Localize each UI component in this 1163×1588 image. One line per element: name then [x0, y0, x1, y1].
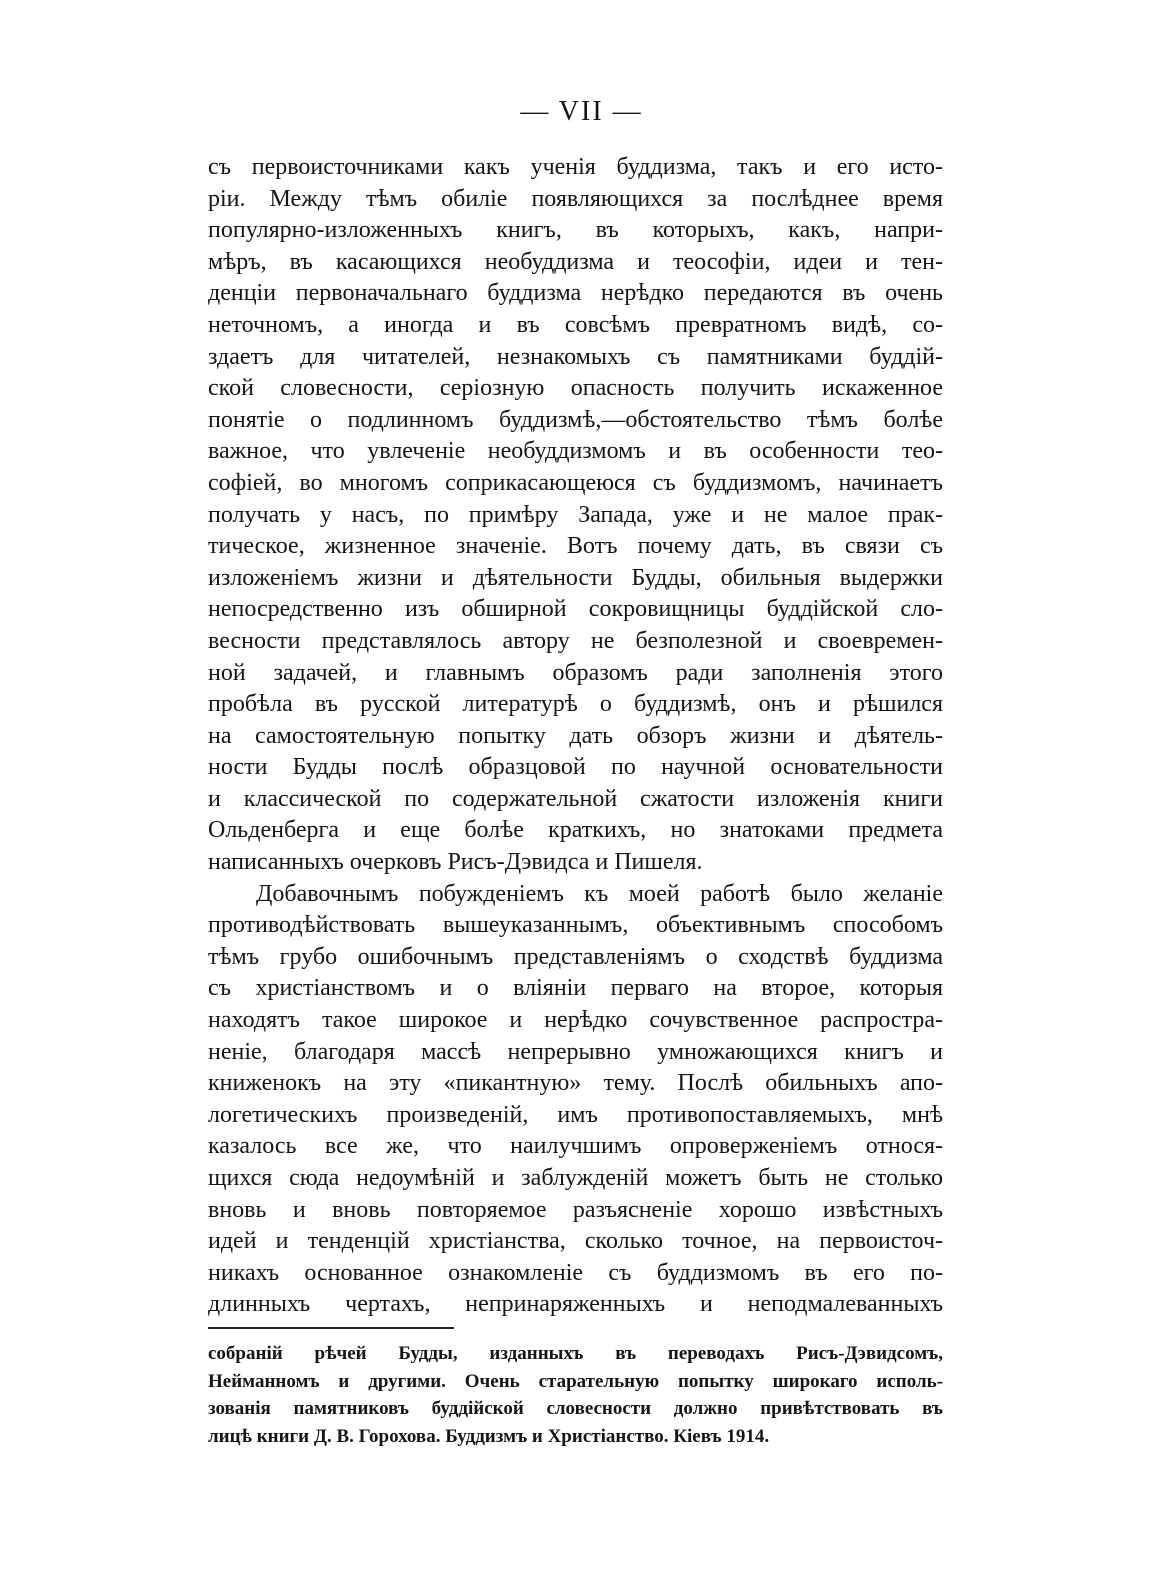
text-line: никахъ основанное ознакомленіе съ буддизмомъ въ его по-	[208, 1259, 943, 1286]
text-line: непосредственно изъ обширной сокровищницы буддійской сло-	[208, 596, 943, 623]
text-line: на самостоятельную попытку дать обзоръ жизни и дѣятель-	[208, 722, 943, 749]
text-line: популярно-изложенныхъ книгъ, въ которыхъ, какъ, напри-	[208, 217, 943, 244]
text-line: съ первоисточниками какъ ученія буддизма, такъ и его исто-	[208, 154, 943, 180]
main-text	[208, 152, 943, 1321]
page-number: — VII —	[520, 96, 643, 127]
text-line: ной задачей, и главнымъ образомъ ради заполненія этого	[208, 659, 943, 686]
text-line: весности представлялось автору не безполезной и своевремен-	[208, 627, 943, 654]
footnote-line: собраній рѣчей Будды, изданныхъ въ переводахъ Рисъ-Дэвидсомъ,	[208, 1343, 943, 1364]
text-line: Ольденберга и еще болѣе краткихъ, но знатоками предмета	[208, 817, 943, 844]
text-line: написанныхъ очерковъ Рисъ-Дэвидса и Пишеля.	[208, 849, 703, 876]
text-line: здаетъ для читателей, незнакомыхъ съ памятниками буддій-	[208, 343, 943, 370]
text-line: книженокъ на эту «пикантную» тему. Послѣ обильныхъ апо-	[208, 1070, 943, 1097]
text-line: мѣръ, въ касающихся необуддизма и теософіи, идеи и тен-	[208, 248, 943, 275]
footnote	[208, 1340, 943, 1450]
text-line: важное, что увлеченіе необуддизмомъ и въ особенности тео-	[208, 438, 943, 465]
footnote-line: Нейманномъ и другими. Очень старательную попытку широкаго исполь-	[208, 1370, 943, 1392]
text-line: находятъ такое широкое и нерѣдко сочувственное распростра-	[208, 1007, 943, 1034]
footnote-divider	[208, 1327, 454, 1329]
text-line: софіей, во многомъ соприкасающеюся съ буддизмомъ, начинаетъ	[208, 469, 943, 496]
text-line: щихся сюда недоумѣній и заблужденій можетъ быть не столько	[208, 1165, 943, 1191]
text-line: казалось все же, что наилучшимъ опроверженіемъ относя-	[208, 1133, 943, 1160]
text-line: тѣмъ грубо ошибочнымъ представленіямъ о сходствѣ буддизма	[208, 943, 943, 970]
text-line: и классической по содержательной сжатости изложенія книги	[208, 785, 943, 812]
text-line: вновь и вновь повторяемое разъясненіе хорошо извѣстныхъ	[208, 1196, 943, 1223]
text-line: пробѣла въ русской литературѣ о буддизмѣ, онъ и рѣшился	[208, 691, 943, 718]
text-line: противодѣйствовать вышеуказаннымъ, объективнымъ способомъ	[208, 912, 943, 939]
text-line: ріи. Между тѣмъ обиліе появляющихся за послѣднее время	[208, 185, 943, 212]
text-line: ской словесности, серіозную опасность получить искаженное	[208, 375, 943, 402]
text-line: Добавочнымъ побужденіемъ къ моей работѣ было желаніе	[256, 880, 943, 907]
text-line: ности Будды послѣ образцовой по научной основательности	[208, 754, 943, 781]
text-line: логетическихъ произведеній, имъ противопоставляемыхъ, мнѣ	[208, 1101, 943, 1128]
paragraph-2	[208, 879, 943, 1321]
text-line: понятіе о подлинномъ буддизмѣ,—обстоятельство тѣмъ болѣе	[208, 406, 943, 433]
text-line: денціи первоначальнаго буддизма нерѣдко передаются въ очень	[208, 280, 943, 307]
footnote-line: зованія памятниковъ буддійской словесности должно привѣтствовать въ	[208, 1398, 943, 1419]
text-line: получать у насъ, по примѣру Запада, уже и не малое прак-	[208, 501, 943, 528]
text-line: съ христіанствомъ и о вліяніи перваго на второе, которыя	[208, 975, 943, 1002]
text-line: длинныхъ чертахъ, непринаряженныхъ и неподмалеванныхъ	[208, 1291, 943, 1318]
text-line: тическое, жизненное значеніе. Вотъ почему дать, въ связи съ	[208, 533, 943, 560]
paragraph-1	[208, 152, 943, 879]
text-line: идей и тенденцій христіанства, сколько точное, на первоисточ-	[208, 1228, 943, 1255]
text-line: изложеніемъ жизни и дѣятельности Будды, обильныя выдержки	[208, 564, 943, 591]
text-line: неніе, благодаря массѣ непрерывно умножающихся книгъ и	[208, 1038, 943, 1065]
text-line: неточномъ, а иногда и въ совсѣмъ превратномъ видѣ, со-	[208, 311, 943, 338]
footnote-line: лицѣ книги Д. В. Горохова. Буддизмъ и Христіанство. Кіевъ 1914.	[208, 1425, 770, 1447]
